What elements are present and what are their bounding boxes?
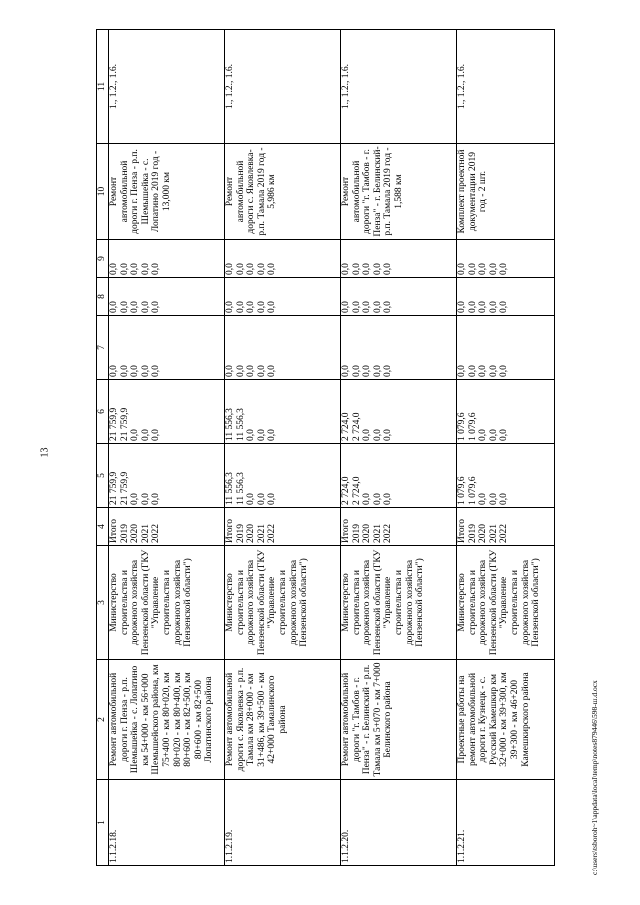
column-number: 3 [97, 546, 109, 660]
year-cell: 2022 [383, 524, 394, 543]
amount-cell: 11 556,3 [235, 408, 246, 441]
amount-cell: 0,0 [362, 301, 373, 313]
amount-cell: 0,0 [457, 263, 467, 275]
amount-cell: 0,0 [151, 263, 162, 275]
year-cell: 2021 [256, 524, 267, 543]
amount-cell: 0,0 [351, 365, 362, 377]
amount-list-c5 [457, 444, 555, 508]
amount-cell: 0,0 [488, 263, 499, 275]
amount-cell: 0,0 [457, 301, 467, 313]
year-cell: 2022 [151, 524, 162, 543]
expected-result: Ремонт автомобильной дороги г. Пенза - р.п. Шемышейка - с. Лопатино 2019 год - 13,000 км [109, 144, 225, 240]
amount-cell: 0,0 [499, 365, 510, 377]
year-list [225, 508, 341, 546]
amount-cell: 1 079,6 [457, 476, 467, 505]
amount-list-c6 [341, 380, 457, 444]
amount-cell: 0,0 [362, 365, 373, 377]
amount-list-c9 [225, 240, 341, 278]
amount-cell: 0,0 [383, 301, 394, 313]
amount-cell: 0,0 [362, 493, 373, 505]
amount-cell: 0,0 [499, 301, 510, 313]
amount-cell: 0,0 [130, 365, 141, 377]
amount-cell: 0,0 [140, 429, 151, 441]
column-number: 9 [97, 240, 109, 278]
amount-cell: 0,0 [256, 263, 267, 275]
year-cell: 2022 [267, 524, 278, 543]
amount-list-c9 [457, 240, 555, 278]
amount-cell: 21 759,9 [109, 471, 119, 505]
amount-cell: 0,0 [130, 263, 141, 275]
indicator-numbers: 1., 1.2., 1.6. [457, 30, 555, 144]
amount-list-c6 [109, 380, 225, 444]
amount-cell: 21 759,9 [119, 471, 130, 505]
year-cell: 2021 [488, 524, 499, 543]
program-table [96, 29, 555, 866]
rotated-table-area [96, 30, 545, 866]
amount-cell: 11 556,3 [225, 472, 235, 505]
amount-cell: 0,0 [119, 365, 130, 377]
amount-cell: 0,0 [267, 493, 278, 505]
year-cell: 2022 [499, 524, 510, 543]
amount-cell: 0,0 [225, 301, 235, 313]
amount-cell: 0,0 [488, 429, 499, 441]
amount-list-c7 [109, 316, 225, 380]
year-cell: Итого [341, 518, 351, 543]
table-row [457, 30, 555, 866]
year-list [109, 508, 225, 546]
column-number-row [97, 30, 109, 866]
amount-cell: 0,0 [151, 493, 162, 505]
year-list [341, 508, 457, 546]
table-body [97, 30, 555, 866]
amount-cell: 0,0 [457, 365, 467, 377]
column-number: 10 [97, 144, 109, 240]
executor-name: Министерство строительства и дорожного хозяйства Пензенской области (ГКУ "Управление строительства и дорожного хозяйства Пензенской области") [457, 546, 555, 660]
amount-cell: 0,0 [235, 301, 246, 313]
amount-cell: 0,0 [246, 429, 257, 441]
amount-cell: 0,0 [246, 365, 257, 377]
column-number: 5 [97, 444, 109, 508]
amount-cell: 0,0 [383, 263, 394, 275]
year-cell: 2020 [246, 524, 257, 543]
amount-cell: 0,0 [109, 301, 119, 313]
column-number: 1 [97, 780, 109, 866]
amount-cell: 0,0 [383, 493, 394, 505]
amount-list-c7 [457, 316, 555, 380]
executor-name: Министерство строительства и дорожного хозяйства Пензенской области (ГКУ "Управление строительства и дорожного хозяйства Пензенской области") [109, 546, 225, 660]
amount-cell: 0,0 [267, 429, 278, 441]
executor-name: Министерство строительства и дорожного хозяйства Пензенской области (ГКУ "Управление строительства и дорожного хозяйства Пензенской области") [225, 546, 341, 660]
amount-cell: 2 724,0 [341, 412, 351, 441]
table-row [109, 30, 225, 866]
amount-cell: 0,0 [488, 493, 499, 505]
amount-list-c5 [109, 444, 225, 508]
amount-cell: 0,0 [256, 493, 267, 505]
year-cell: 2021 [140, 524, 151, 543]
amount-list-c8 [225, 278, 341, 316]
amount-cell: 0,0 [140, 301, 151, 313]
amount-list-c9 [109, 240, 225, 278]
year-cell: 2020 [130, 524, 141, 543]
amount-cell: 0,0 [109, 365, 119, 377]
amount-cell: 0,0 [256, 429, 267, 441]
year-cell: 2019 [467, 524, 478, 543]
year-cell: 2019 [351, 524, 362, 543]
year-cell: 2020 [478, 524, 489, 543]
column-number: 4 [97, 508, 109, 546]
amount-cell: 21 759,9 [119, 407, 130, 441]
amount-cell: 0,0 [478, 493, 489, 505]
amount-cell: 0,0 [130, 493, 141, 505]
amount-cell: 1 079,6 [457, 412, 467, 441]
footer-file-path-text: c:\users\tsboroh~1\appdata\local\temp\notes879446\598-ш.d.ocx [590, 680, 599, 875]
amount-cell: 0,0 [372, 365, 383, 377]
amount-cell: 0,0 [235, 263, 246, 275]
amount-cell: 0,0 [351, 301, 362, 313]
expected-result: Ремонт автомобильной дороги "г. Тамбов - г. Пенза" - г. Белинский-р.п. Тамала 2019 год - 1,588 км [341, 144, 457, 240]
amount-cell: 0,0 [151, 301, 162, 313]
column-number: 11 [97, 30, 109, 144]
amount-cell: 0,0 [246, 493, 257, 505]
expected-result: Ремонт автомобильной дороги с. Яковлевка-р.п. Тамала 2019 год - 5,986 км [225, 144, 341, 240]
amount-cell: 0,0 [235, 365, 246, 377]
amount-cell: 0,0 [151, 429, 162, 441]
amount-cell: 0,0 [478, 365, 489, 377]
amount-cell: 0,0 [467, 263, 478, 275]
amount-list-c6 [457, 380, 555, 444]
year-cell: 2019 [235, 524, 246, 543]
amount-cell: 0,0 [267, 301, 278, 313]
amount-list-c6 [225, 380, 341, 444]
amount-cell: 2 724,0 [341, 476, 351, 505]
amount-list-c8 [457, 278, 555, 316]
amount-cell: 0,0 [372, 429, 383, 441]
amount-cell: 0,0 [478, 263, 489, 275]
indicator-numbers: 1., 1.2., 1.6. [341, 30, 457, 144]
amount-cell: 0,0 [372, 263, 383, 275]
amount-cell: 0,0 [362, 263, 373, 275]
amount-cell: 1 079,6 [467, 476, 478, 505]
object-name: Проектные работы на ремонт автомобильной дороги г. Кузнецк - с. Русский Камешкир км 32+000 - км 39+300, км 39+300 - км 46+200 Камешкирского района [457, 660, 555, 780]
amount-list-c8 [109, 278, 225, 316]
amount-cell: 0,0 [499, 493, 510, 505]
amount-cell: 0,0 [225, 365, 235, 377]
amount-cell: 0,0 [488, 365, 499, 377]
amount-cell: 2 724,0 [351, 476, 362, 505]
amount-cell: 0,0 [499, 429, 510, 441]
column-number: 6 [97, 380, 109, 444]
amount-list-c5 [341, 444, 457, 508]
amount-cell: 0,0 [478, 301, 489, 313]
executor-name: Министерство строительства и дорожного хозяйства Пензенской области (ГКУ "Управление строительства и дорожного хозяйства Пензенской области") [341, 546, 457, 660]
column-number: 8 [97, 278, 109, 316]
indicator-numbers: 1., 1.2., 1.6. [109, 30, 225, 144]
amount-cell: 0,0 [140, 493, 151, 505]
amount-cell: 2 724,0 [351, 412, 362, 441]
amount-cell: 0,0 [267, 263, 278, 275]
year-cell: 2020 [362, 524, 373, 543]
amount-cell: 0,0 [151, 365, 162, 377]
amount-cell: 0,0 [246, 263, 257, 275]
amount-cell: 0,0 [499, 263, 510, 275]
year-list [457, 508, 555, 546]
amount-cell: 0,0 [478, 429, 489, 441]
year-cell: Итого [457, 518, 467, 543]
table-row [225, 30, 341, 866]
amount-cell: 0,0 [362, 429, 373, 441]
amount-cell: 0,0 [341, 301, 351, 313]
amount-cell: 0,0 [341, 365, 351, 377]
amount-cell: 11 556,3 [235, 472, 246, 505]
year-cell: 2021 [372, 524, 383, 543]
amount-cell: 0,0 [467, 301, 478, 313]
amount-cell: 0,0 [130, 429, 141, 441]
amount-cell: 0,0 [246, 301, 257, 313]
amount-cell: 0,0 [383, 429, 394, 441]
footer-file-path [590, 680, 599, 876]
year-cell: Итого [109, 518, 119, 543]
object-name: Ремонт автомобильной дороги г. Пенза - р.п. Шемышейка - с. Лопатино км 54+000 - км 56+000 Шемышейского района, км 75+400 - км 80+020, км 80+020 - км 80+400, км 80+600 - км 82+500, км 80+600 - км 82+500 Лопатинского района [109, 660, 225, 780]
item-code: 1.1.2.20. [341, 780, 457, 866]
year-cell: Итого [225, 518, 235, 543]
amount-list-c7 [225, 316, 341, 380]
object-name: Ремонт автомобильной дороги "г. Тамбов - г. Пенза" - г. Белинский - р.п. Тамала км 5+070 - км 7+000 Белинского района [341, 660, 457, 780]
amount-list-c9 [341, 240, 457, 278]
amount-cell: 0,0 [119, 263, 130, 275]
expected-result: Комплект проектной документации 2019 год - 2 шт. [457, 144, 555, 240]
item-code: 1.1.2.21. [457, 780, 555, 866]
amount-cell: 0,0 [341, 263, 351, 275]
item-code: 1.1.2.18. [109, 780, 225, 866]
amount-cell: 11 556,3 [225, 408, 235, 441]
amount-list-c5 [225, 444, 341, 508]
amount-cell: 0,0 [140, 263, 151, 275]
amount-cell: 0,0 [140, 365, 151, 377]
amount-cell: 1 079,6 [467, 412, 478, 441]
amount-cell: 21 759,9 [109, 407, 119, 441]
amount-cell: 0,0 [351, 263, 362, 275]
object-name: Ремонт автомобильной дороги с. Яковлевка - р.п. Тамала км 28+000 - км 31+486, км 39+500 - км 42+000 Тамалинского района [225, 660, 341, 780]
amount-cell: 0,0 [383, 365, 394, 377]
amount-cell: 0,0 [109, 263, 119, 275]
table-row [341, 30, 457, 866]
column-number: 7 [97, 316, 109, 380]
amount-cell: 0,0 [488, 301, 499, 313]
year-cell: 2019 [119, 524, 130, 543]
amount-cell: 0,0 [372, 493, 383, 505]
amount-cell: 0,0 [267, 365, 278, 377]
column-number: 2 [97, 660, 109, 780]
amount-cell: 0,0 [467, 365, 478, 377]
amount-cell: 0,0 [372, 301, 383, 313]
page-number: 13 [39, 447, 51, 458]
amount-cell: 0,0 [256, 301, 267, 313]
amount-list-c7 [341, 316, 457, 380]
amount-list-c8 [341, 278, 457, 316]
amount-cell: 0,0 [130, 301, 141, 313]
amount-cell: 0,0 [225, 263, 235, 275]
item-code: 1.1.2.19. [225, 780, 341, 866]
indicator-numbers: 1., 1.2., 1.6. [225, 30, 341, 144]
amount-cell: 0,0 [256, 365, 267, 377]
amount-cell: 0,0 [119, 301, 130, 313]
